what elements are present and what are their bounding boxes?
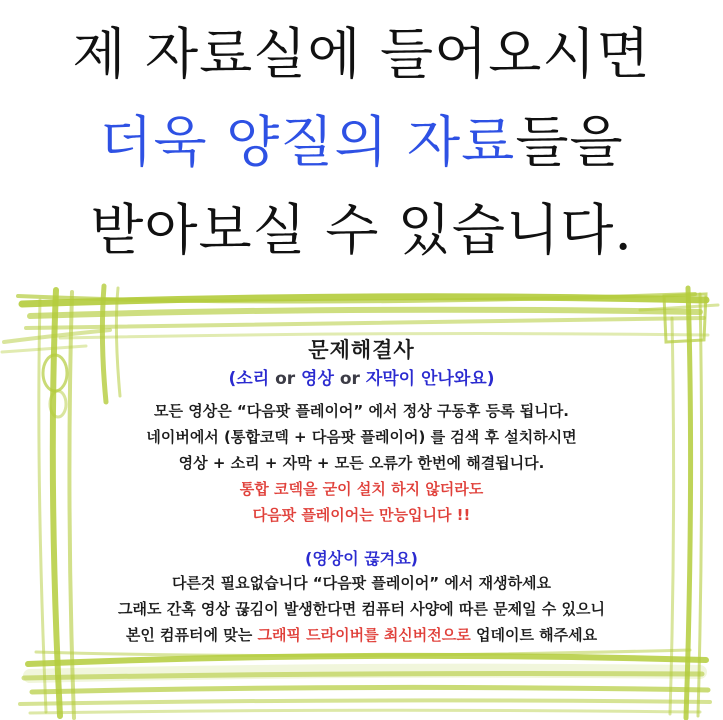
section2-line: 그래도 간혹 영상 끊김이 발생한다면 컴퓨터 사양에 따른 문제일 수 있으니 (118, 600, 605, 618)
box-title: 문제해결사 (308, 338, 415, 362)
section1-heading-part: (소리 (228, 369, 276, 389)
header-text (0, 0, 723, 274)
section2-heading: (영상이 끊겨요) (305, 549, 418, 568)
section1-red-line: 다음팟 플레이어는 만능입니다 !! (252, 506, 471, 524)
section1-line: 네이버에서 (통합코덱 + 다음팟 플레이어) 를 검색 후 설치하시면 (146, 428, 577, 446)
header-line-3: 받아보실 수 있습니다. (90, 198, 633, 262)
section2-last-line (70, 622, 653, 648)
section1-line: 영상 + 소리 + 자막 + 모든 오류가 한번에 해결됩니다. (178, 454, 545, 472)
section1-heading-or: or (339, 369, 360, 389)
header-line-2 (0, 98, 723, 186)
header-line-1: 제 자료실에 들어오시면 (72, 22, 651, 86)
header-line-2-black: 들을 (515, 110, 624, 174)
last-line-black: 업데이트 해주세요 (470, 626, 598, 644)
last-line-red-emphasis: 그래픽 드라이버를 최신버전으로 (257, 626, 471, 644)
last-line-black: 본인 컴퓨터에 맞는 (125, 626, 258, 644)
section1-heading-part: 영상 (295, 369, 340, 389)
section1-red-line: 통합 코덱을 굳이 설치 하지 않더라도 (239, 480, 484, 498)
troubleshooting-box (70, 338, 653, 648)
header-line-2-blue: 더욱 양질의 자료 (99, 110, 516, 174)
section1-heading-part: 자막이 안나와요) (359, 369, 495, 389)
section1-heading (70, 369, 653, 390)
section1-heading-or: or (275, 369, 296, 389)
section1-line: 모든 영상은 “다음팟 플레이어” 에서 정상 구동후 등록 됩니다. (154, 402, 569, 420)
section2-line: 다른것 필요없습니다 “다음팟 플레이어” 에서 재생하세요 (171, 574, 552, 592)
